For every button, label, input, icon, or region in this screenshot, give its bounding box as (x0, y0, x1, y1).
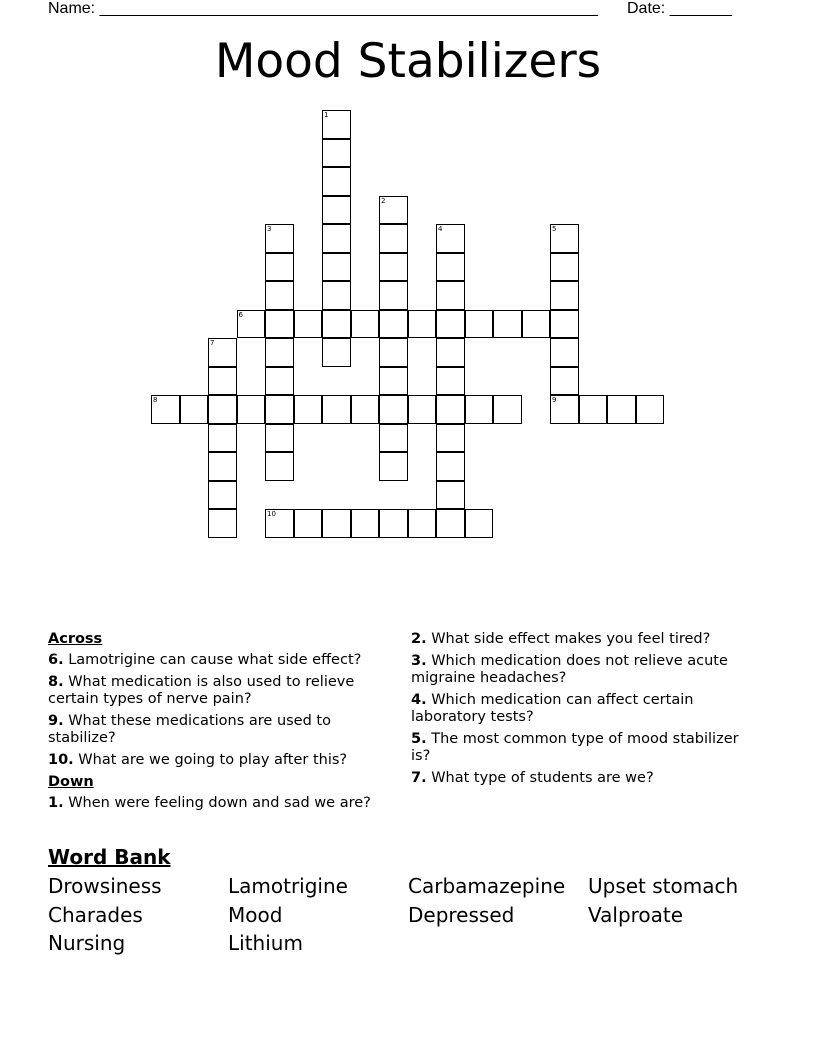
crossword-cell[interactable] (493, 395, 522, 424)
crossword-cell[interactable] (436, 367, 465, 396)
cell-number: 10 (267, 510, 276, 518)
clue-down-2: 2. What side effect makes you feel tired? (411, 631, 711, 647)
crossword-cell[interactable] (265, 224, 294, 253)
crossword-cell[interactable] (351, 310, 380, 339)
clue-down-7: 7. What type of students are we? (411, 770, 654, 786)
crossword-cell[interactable] (379, 452, 408, 481)
crossword-cell[interactable] (522, 310, 551, 339)
crossword-cell[interactable] (208, 367, 237, 396)
word-bank-item: Lamotrigine (228, 874, 348, 898)
clue-across-10: 10. What are we going to play after this? (48, 752, 348, 768)
crossword-cell[interactable] (636, 395, 665, 424)
crossword-cell[interactable] (408, 310, 437, 339)
crossword-cell[interactable] (436, 509, 465, 538)
crossword-cell[interactable] (436, 395, 465, 424)
crossword-cell[interactable] (265, 310, 294, 339)
crossword-cell[interactable] (436, 224, 465, 253)
word-bank-item: Upset stomach (588, 874, 739, 898)
crossword-cell[interactable] (151, 395, 180, 424)
crossword-cell[interactable] (550, 367, 579, 396)
cell-number: 2 (381, 196, 386, 205)
crossword-cell[interactable] (550, 310, 579, 339)
crossword-cell[interactable] (379, 224, 408, 253)
crossword-cell[interactable] (265, 367, 294, 396)
crossword-cell[interactable] (322, 281, 351, 310)
crossword-cell[interactable] (379, 281, 408, 310)
crossword-cell[interactable] (322, 224, 351, 253)
crossword-cell[interactable] (436, 338, 465, 367)
crossword-cell[interactable] (322, 338, 351, 367)
crossword-cell[interactable] (436, 452, 465, 481)
crossword-cell[interactable] (379, 196, 408, 225)
clue-across-9: 9. What these medications are used to stabilize? (48, 713, 331, 746)
crossword-cell[interactable] (550, 395, 579, 424)
crossword-cell[interactable] (180, 395, 209, 424)
crossword-cell[interactable] (322, 110, 351, 139)
crossword-cell[interactable] (237, 310, 266, 339)
word-bank-item: Drowsiness (48, 874, 162, 898)
crossword-cell[interactable] (379, 424, 408, 453)
clue-down-4: 4. Which medication can affect certain laboratory tests? (411, 692, 694, 725)
cell-number: 1 (324, 111, 329, 119)
crossword-cell[interactable] (322, 139, 351, 168)
page-title: Mood Stabilizers (214, 34, 602, 89)
crossword-cell[interactable] (237, 395, 266, 424)
crossword-cell[interactable] (436, 281, 465, 310)
crossword-cell[interactable] (208, 509, 237, 538)
cell-number: 3 (267, 225, 272, 233)
crossword-cell[interactable] (322, 167, 351, 196)
crossword-cell[interactable] (265, 395, 294, 424)
crossword-cell[interactable] (294, 395, 323, 424)
crossword-cell[interactable] (379, 338, 408, 367)
crossword-cell[interactable] (208, 424, 237, 453)
cell-number: 4 (438, 225, 443, 233)
crossword-cell[interactable] (465, 310, 494, 339)
crossword-cell[interactable] (208, 481, 237, 510)
crossword-cell[interactable] (351, 509, 380, 538)
crossword-cell[interactable] (465, 509, 494, 538)
clue-down-5: 5. The most common type of mood stabilizer is? (411, 731, 739, 764)
crossword-cell[interactable] (294, 310, 323, 339)
crossword-cell[interactable] (208, 395, 237, 424)
word-bank-item: Lithium (228, 931, 303, 955)
crossword-cell[interactable] (351, 395, 380, 424)
word-bank-item: Charades (48, 903, 143, 927)
crossword-cell[interactable] (379, 253, 408, 282)
cell-number: 9 (552, 396, 557, 404)
crossword-cell[interactable] (579, 395, 608, 424)
word-bank-item: Nursing (48, 931, 126, 955)
crossword-cell[interactable] (265, 452, 294, 481)
crossword-cell[interactable] (550, 281, 579, 310)
crossword-cell[interactable] (265, 424, 294, 453)
crossword-cell[interactable] (322, 509, 351, 538)
crossword-cell[interactable] (208, 338, 237, 367)
cell-number: 6 (238, 310, 243, 319)
crossword-cell[interactable] (408, 509, 437, 538)
crossword-cell[interactable] (550, 253, 579, 282)
clues-column-left (48, 631, 388, 817)
across-heading: Across (48, 631, 103, 647)
crossword-cell[interactable] (265, 509, 294, 538)
crossword-cell[interactable] (265, 253, 294, 282)
crossword-cell[interactable] (379, 509, 408, 538)
clue-down-1: 1. When were feeling down and sad we are? (48, 795, 371, 811)
crossword-cell[interactable] (550, 224, 579, 253)
cell-number: 5 (552, 225, 557, 233)
word-bank-item: Carbamazepine (408, 874, 566, 898)
down-heading: Down (48, 774, 94, 790)
crossword-cell[interactable] (607, 395, 636, 424)
clue-across-6: 6. Lamotrigine can cause what side effect? (48, 652, 362, 668)
crossword-cell[interactable] (436, 310, 465, 339)
crossword-cell[interactable] (465, 395, 494, 424)
crossword-cell[interactable] (550, 338, 579, 367)
cell-number: 7 (210, 339, 215, 347)
word-bank-item: Depressed (408, 903, 515, 927)
crossword-cell[interactable] (436, 253, 465, 282)
crossword-cell[interactable] (322, 395, 351, 424)
crossword-cell[interactable] (322, 253, 351, 282)
cell-number: 8 (153, 396, 158, 404)
clues-column-right (411, 631, 751, 792)
crossword-cell[interactable] (379, 310, 408, 339)
word-bank-title: Word Bank (48, 845, 171, 869)
crossword-cell[interactable] (265, 338, 294, 367)
crossword-cell[interactable] (208, 452, 237, 481)
crossword-cell[interactable] (322, 310, 351, 339)
crossword-cell[interactable] (379, 367, 408, 396)
crossword-cell[interactable] (379, 395, 408, 424)
word-bank-item: Valproate (588, 903, 684, 927)
crossword-cell[interactable] (294, 509, 323, 538)
crossword-cell[interactable] (436, 481, 465, 510)
name-line: Name: ________________________________________________________ (48, 0, 598, 17)
word-bank-item: Mood (228, 903, 283, 927)
crossword-cell[interactable] (322, 196, 351, 225)
crossword-cell[interactable] (493, 310, 522, 339)
crossword-cell[interactable] (265, 281, 294, 310)
clue-down-3: 3. Which medication does not relieve acute migraine headaches? (411, 653, 728, 686)
clue-across-8: 8. What medication is also used to relieve certain types of nerve pain? (48, 674, 355, 707)
date-line: Date: _______ (627, 0, 732, 17)
crossword-cell[interactable] (408, 395, 437, 424)
crossword-cell[interactable] (436, 424, 465, 453)
